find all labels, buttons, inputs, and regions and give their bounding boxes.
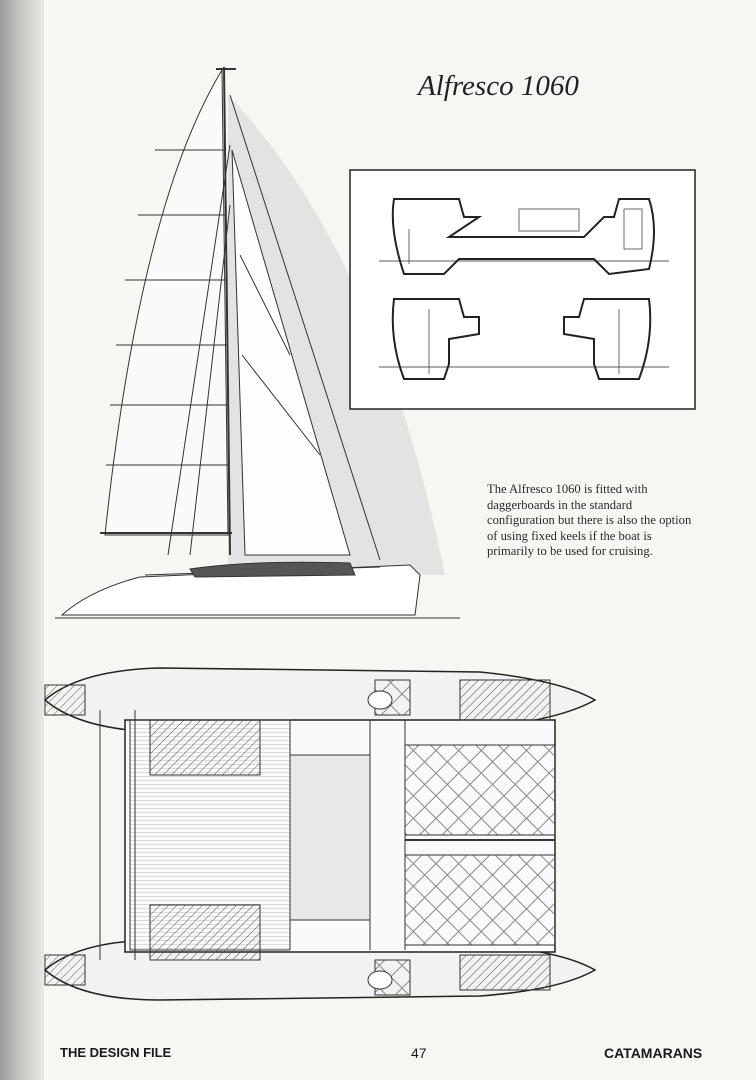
hull-sections-drawing — [349, 169, 697, 411]
page-number: 47 — [411, 1045, 427, 1061]
page-title: Alfresco 1060 — [418, 70, 579, 102]
footer-section-title: THE DESIGN FILE — [60, 1045, 172, 1060]
footer-chapter-title: CATAMARANS — [604, 1045, 703, 1061]
book-gutter-shadow — [0, 0, 44, 1080]
deck-plan-drawing — [40, 660, 605, 1030]
design-caption: The Alfresco 1060 is fitted with daggerboards in the standard configuration but there is also the option of using fixed keels if the boat is primarily to be used for cruising. — [487, 482, 692, 559]
